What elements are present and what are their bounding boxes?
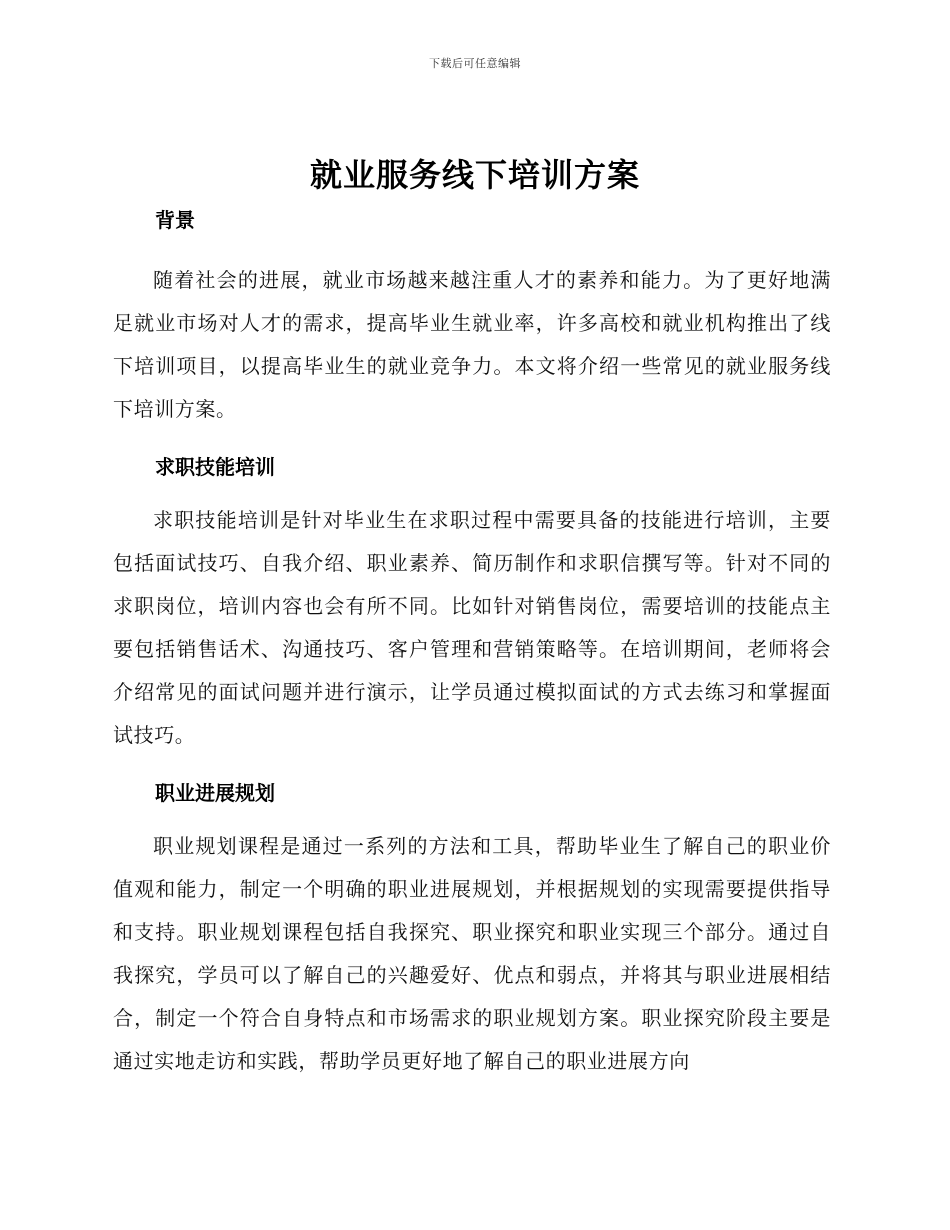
header-note: 下载后可任意编辑 [429, 57, 521, 70]
section-heading-job-skills: 求职技能培训 [155, 455, 275, 479]
section-paragraph-job-skills: 求职技能培训是针对毕业生在求职过程中需要具备的技能进行培训，主要包括面试技巧、自我介绍、职业素养、简历制作和求职信撰写等。针对不同的求职岗位，培训内容也会有所不同。比如针对销售岗位，需要培训的技能点主要包括销售话术、沟通技巧、客户管理和营销策略等。在培训期间，老师将会介绍常见的面试问题并进行演示，让学员通过模拟面试的方式去练习和掌握面试技巧。 [113, 508, 831, 747]
document-body [113, 204, 831, 1083]
section-heading-background: 背景 [155, 208, 195, 232]
section-paragraph-background: 随着社会的进展，就业市场越来越注重人才的素养和能力。为了更好地满足就业市场对人才的需求，提高毕业生就业率，许多高校和就业机构推出了线下培训项目，以提高毕业生的就业竞争力。本文将介绍一些常见的就业服务线下培训方案。 [113, 268, 831, 421]
section-heading-career-planning: 职业进展规划 [155, 781, 275, 805]
document-title: 就业服务线下培训方案 [309, 156, 640, 194]
section-paragraph-career-planning: 职业规划课程是通过一系列的方法和工具，帮助毕业生了解自己的职业价值观和能力，制定一个明确的职业进展规划，并根据规划的实现需要提供指导和支持。职业规划课程包括自我探究、职业探究和职业实现三个部分。通过自我探究，学员可以了解自己的兴趣爱好、优点和弱点，并将其与职业进展相结合，制定一个符合自身特点和市场需求的职业规划方案。职业探究阶段主要是通过实地走访和实践，帮助学员更好地了解自己的职业进展方向 [113, 834, 831, 1073]
